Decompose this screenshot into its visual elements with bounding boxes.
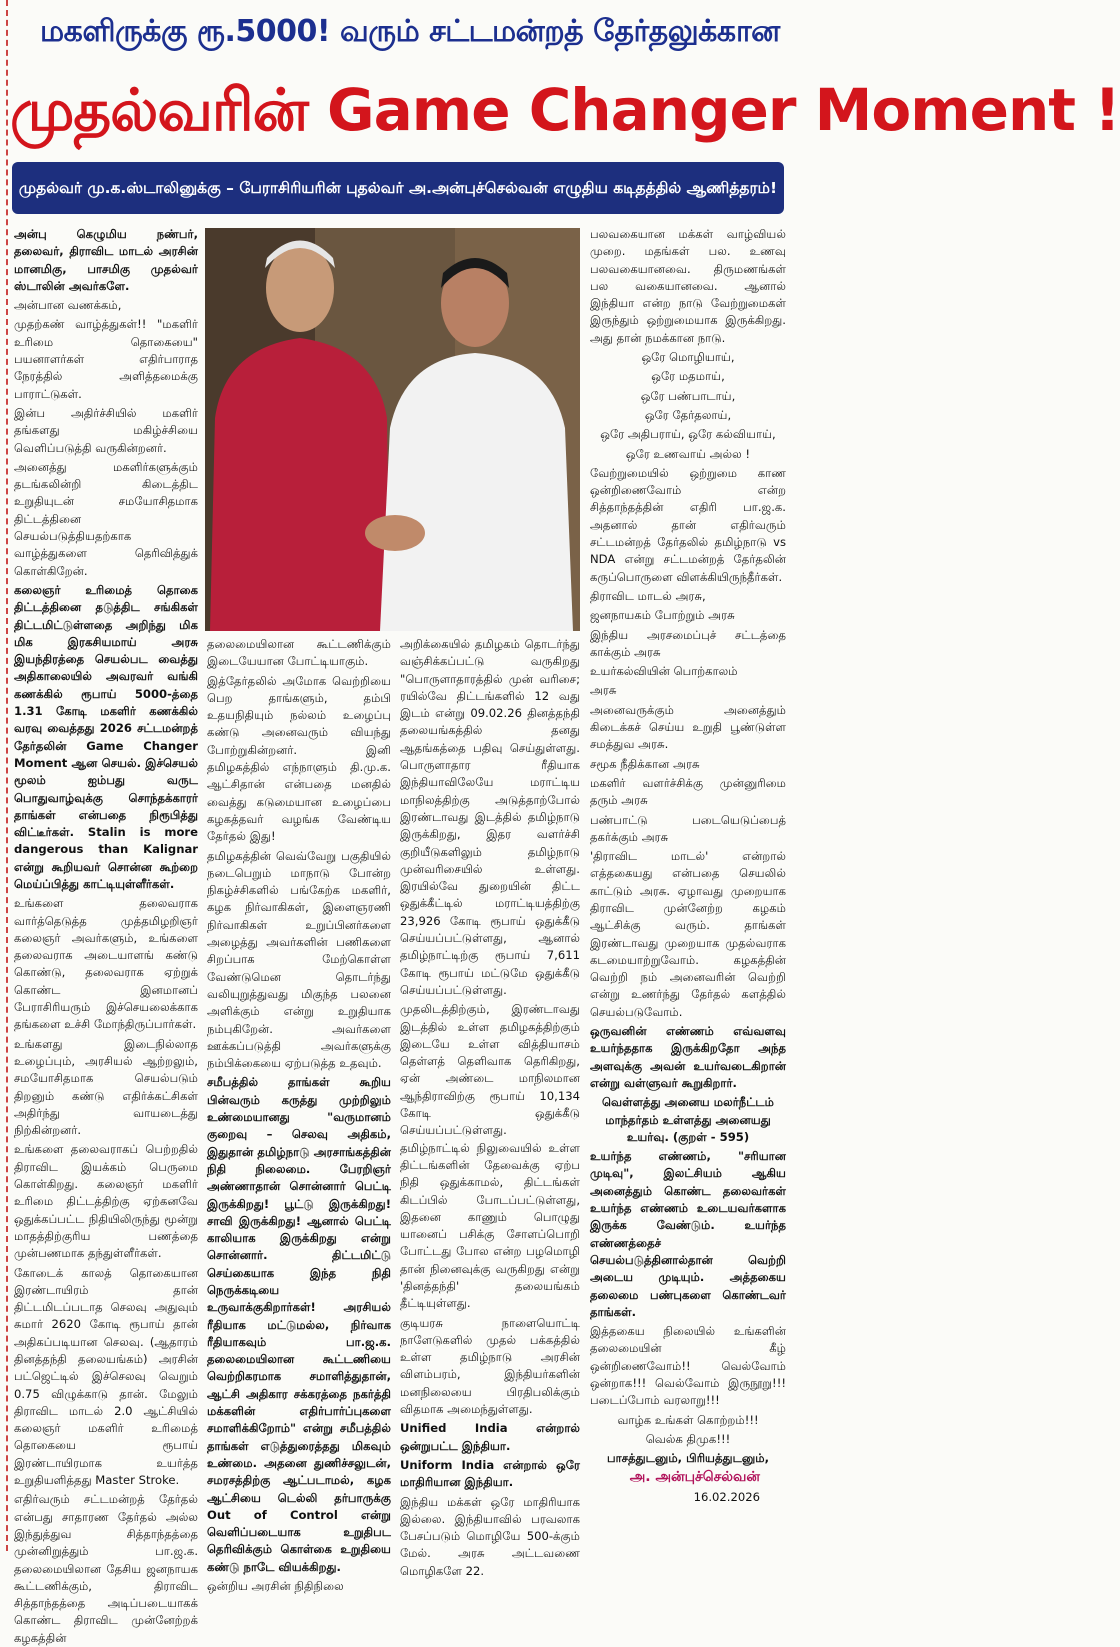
paragraph: கோடைக் காலத் தொகையான இரண்டாயிரம் தான் திட்டமிடப்படாத செலவு அதுவும் சுமார் 2620 கோடி ரூபாய் தான் அதிகப்படியான செலவு. (ஆதாரம் தினத்தந்தி தலையங்கம்) அரசின் பட்ஜெட்டில் இச்செலவு வெறும் 0.75 விழுக்காடு தான். மேலும் திராவிட மாடல் 2.0 ஆட்சியில் கலைஞர் மகளிர் உரிமைத் தொகையை ரூபாய் இரண்டாயிரமாக உயர்த்த உறுதியளித்தது Master Stroke.	[14, 1265, 198, 1488]
paragraph: முதலிடத்திற்கும், இரண்டாவது இடத்தில் உள்ள தமிழகத்திற்கும் இடையே உள்ள வித்தியாசம் தெள்ளத் தெளிவாக தெரிகிறது, ஏன் அண்டை மாநிலமான ஆந்திராவிற்கு ரூபாய் 10,134 கோடி ஒதுக்கீடு செய்யப்பட்டுள்ளது. தமிழ்நாட்டில் நிலுவையில் உள்ள திட்டங்களின் தேவைக்கு ஏற்ப நிதி ஒதுக்காமல், திட்டங்கள் கிடப்பில் போடப்பட்டுள்ளது, இதனை காணும் பொழுது யானைப் பசிக்கு சோளப்பொறி போட்டது போல என்ற பழமொழி தான் நினைவுக்கு வருகிறது என்று 'தினத்தந்தி' தலையங்கம் தீட்டியுள்ளது.	[400, 1002, 580, 1311]
paragraph: அன்பு கெழுமிய நண்பர், தலைவர், திராவிட மாடல் அரசின் மானமிகு, பாசமிகு முதல்வர் ஸ்டாலின் அவர்களே.	[14, 227, 198, 293]
paragraph: ஒரே பண்பாடாய்,	[640, 388, 736, 403]
signature: அ. அன்புச்செல்வன்	[629, 1469, 760, 1486]
paragraph: அன்பான வணக்கம்,	[14, 298, 122, 313]
paragraph: ஒரே உணவாய் அல்ல !	[625, 446, 751, 461]
paragraph: திராவிட மாடல் அரசு,	[590, 588, 706, 603]
paragraph: குடியரசு நாளையொட்டி நாளேடுகளில் முதல் பக்கத்தில் உள்ள தமிழ்நாடு அரசின் விளம்பரம், இந்தியர்களின் மனநிலையை பிரதிபலிக்கும் விதமாக அமைந்துள்ளது.	[400, 1315, 580, 1417]
paragraph: பாசத்துடனும், பிரியத்துடனும்,	[606, 1451, 770, 1466]
photo-handshake	[205, 228, 580, 631]
paragraph: இத்தேர்தலில் அமோக வெற்றியை பெற தாங்களும், தம்பி உதயநிதியும் நல்லம் உழைப்பு கண்டு அனைவரும் வியந்து போற்றுகின்றனர். இனி தமிழகத்தில் எந்நாளும் தி.மு.க. ஆட்சிதான் என்பதை மனதில் வைத்து கடுமையான உழைப்பை கழகத்தவர் வழங்க வேண்டிய தேர்தல் இது!	[207, 673, 391, 844]
headline-line-1: மகளிருக்கு ரூ.5000! வரும் சட்டமன்றத் தேர்தலுக்கான	[40, 14, 780, 49]
paragraph: மகளிர் வளர்ச்சிக்கு முன்னுரிமை தரும் அரசு	[590, 775, 786, 808]
paragraph: ஒரே அதிபராய், ஒரே கல்வியாய்,	[600, 427, 776, 442]
paragraph: முதற்கண் வாழ்த்துகள்!! "மகளிர் உரிமை தொகையை" பயனாளர்கள் எதிர்பாராத நேரத்தில் அளித்தமைக்கு பாராட்டுகள்.	[14, 317, 198, 401]
paragraph: எதிர்வரும் சட்டமன்றத் தேர்தல் என்பது சாதாரண தேர்தல் அல்ல இந்துத்துவ சித்தாந்தத்தை முன்னிறுத்தும் பா.ஜ.க. தலைமையிலான தேசிய ஜனநாயக கூட்டணிக்கும், திராவிட சித்தாந்தத்தை அடிப்படையாகக் கொண்ட திராவிட முன்னேற்றக் கழகத்தின்	[14, 1492, 198, 1645]
paragraph: உயர்ந்த எண்ணம், "சரியான முடிவு", இலட்சியம் ஆகிய அனைத்தும் கொண்ட தலைவர்கள் உயர்ந்த எண்ணம் உடையவர்களாக இருக்க வேண்டும். உயர்ந்த எண்ணத்தைச் செயல்படுத்தினால்தான் வெற்றி அடைய முடியும். அத்தகைய தலைமை பண்புகளை கொண்டவர் தாங்கள்.	[590, 1149, 786, 1319]
paragraph: ஒரே தேர்தலாய்,	[644, 407, 732, 422]
paragraph: அரசு	[590, 683, 617, 698]
paragraph: ஒன்றிய அரசின் நிதிநிலை	[207, 1579, 344, 1594]
paragraph: உயர்கல்வியின் பொற்காலம்	[590, 664, 738, 679]
paragraph: Unified India என்றால் ஒன்றுபட்ட இந்தியா.	[400, 1421, 580, 1453]
paragraph: ஒரே மொழியாய்,	[641, 350, 735, 365]
column-4	[590, 226, 786, 1546]
letter-date: 16.02.2026	[693, 1489, 760, 1504]
headline-line-2: முதல்வரின் Game Changer Moment !	[10, 76, 1120, 144]
paragraph: அனைவருக்கும் அனைத்தும் கிடைக்கச் செய்ய உறுதி பூண்டுள்ள சமத்துவ அரசு.	[590, 702, 786, 752]
paragraph: இந்திய மக்கள் ஒரே மாதிரியாக இல்லை. இந்தியாவில் பரவலாக பேசப்படும் மொழியே 500-க்கும் மேல். அரசு அட்டவணை மொழிகளே 22.	[400, 1494, 580, 1578]
paragraph: உங்களை தலைவராக வார்த்தெடுத்த முத்தமிழறிஞர் கலைஞர் அவர்களும், உங்களை தலைவராக அடையாளங் கண்டு கொண்டு, தலைவராக ஏற்றுக் கொண்ட இனமானப் பேராசிரியரும் இச்செயலைக்காக தங்களை உச்சி மோந்திருப்பார்கள்.	[14, 896, 198, 1032]
paragraph: இன்ப அதிர்ச்சியில் மகளிர் தங்களது மகிழ்ச்சியை வெளிப்படுத்தி வருகின்றனர்.	[14, 405, 198, 455]
paragraph: கலைஞர் உரிமைத் தொகை திட்டத்தினை தடுத்திட சங்கிகள் திட்டமிட்டுள்ளதை அறிந்து மிக மிக இரகசியமாய் அரசு இயந்திரத்தை செயல்பட வைத்து அதிகாலையில் அவரவர் வங்கி கணக்கில் ரூபாய் 5000-த்தை 1.31 கோடி மகளிர் கணக்கில் வரவு வைத்தது 2026 சட்டமன்றத் தேர்தலின் Game Changer Moment ஆன செயல். இச்செயல் மூலம் ஐம்பது வருட பொதுவாழ்வுக்கு சொந்தக்காரர் தாங்கள் என்பதை நிரூபித்து விட்டீர்கள். Stalin is more dangerous than Kalignar என்று கூறியவர் சொன்ன கூற்றை மெய்ப்பித்து காட்டியுள்ளீர்கள்.	[14, 582, 198, 891]
paragraph: ஒரே மதமாய்,	[651, 369, 725, 384]
column-2	[207, 636, 391, 1594]
paragraph: சமூக நீதிக்கான அரசு	[590, 756, 700, 771]
column-1	[14, 226, 198, 1645]
paragraph: சமீபத்தில் தாங்கள் கூறிய பின்வரும் கருத்து முற்றிலும் உண்மையானது "வருமானம் குறைவு – செலவு அதிகம், இதுதான் தமிழ்நாடு அரசாங்கத்தின் நிதி நிலைமை. பேரறிஞர் அண்ணாதான் சொன்னார் பெட்டி இருக்கிறது! பூட்டு இருக்கிறது! சாவி இருக்கிறது! ஆனால் பெட்டி காலியாக இருக்கிறது என்று சொன்னார். திட்டமிட்டு செய்கையாக இந்த நிதி நெருக்கடியை உருவாக்குகிறார்கள்! அரசியல் ரீதியாக மட்டுமல்ல, நிர்வாக ரீதியாகவும் பா.ஜ.க. தலைமையிலான கூட்டணியை வெற்றிகரமாக சமாளித்துதான், ஆட்சி அதிகார சக்கரத்தை நகர்த்தி மக்களின் எதிர்பார்ப்புகளை சமாளிக்கிறோம்" என்று சமீபத்தில் தாங்கள் எடுத்துரைத்தது மிகவும் உண்மை. அதனை துணிச்சலுடன், சமரசத்திற்கு ஆட்படாமல், கழக ஆட்சியை டெல்லி தர்பாருக்கு Out of Control என்று வெளிப்படையாக உறுதிபட தெரிவிக்கும் கொள்கை உறுதியை கண்டு நாடே வியக்கிறது.	[207, 1075, 391, 1574]
page-border	[6, 0, 10, 1551]
paragraph: வெள்ளத்து அனைய மலர்நீட்டம் மாந்தர்தம் உள்ளத்து அனையது உயர்வு. (குறள் - 595)	[602, 1095, 774, 1144]
paragraph: ஜனநாயகம் போற்றும் அரசு	[590, 608, 735, 623]
column-3	[400, 636, 580, 1578]
paragraph: Uniform India என்றால் ஒரே மாதிரியான இந்தியா.	[400, 1457, 580, 1490]
paragraph: தலைமையிலான கூட்டணிக்கும் இடையேயான போட்டியாகும்.	[207, 637, 391, 669]
paragraph: உங்களை தலைவராகப் பெற்றதில் திராவிட இயக்கம் பெருமை கொள்கிறது. கலைஞர் மகளிர் உரிமை திட்டத்திற்கு ஏற்கனவே ஒதுக்கப்பட்ட நிதியிலிருந்து மூன்று மாதத்திற்குரிய பணத்தை முன்பணமாக தந்துள்ளீர்கள்.	[14, 1142, 198, 1261]
paragraph: இந்திய அரசமைப்புச் சட்டத்தை காக்கும் அரசு	[590, 627, 786, 659]
paragraph: வேற்றுமையில் ஒற்றுமை காண ஒன்றிணைவோம் என்ற சித்தாந்தத்தின் எதிரி பா.ஜ.க. அதனால் தான் எதிர்வரும் சட்டமன்றத் தேர்தலில் தமிழ்நாடு vs NDA என்று சட்டமன்றத் தேர்தலின் கருப்பொருளை விளக்கியிருந்தீர்கள்.	[590, 465, 786, 584]
paragraph: அனைத்து மகளிர்களுக்கும் தடங்கலின்றி கிடைத்திட உறுதியுடன் சமயோசிதமாக திட்டத்தினை செயல்படுத்தியதற்காக வாழ்த்துகளை தெரிவித்துக் கொள்கிறேன்.	[14, 459, 198, 578]
paragraph: அறிக்கையில் தமிழகம் தொடர்ந்து வஞ்சிக்கப்பட்டு வருகிறது "பொருளாதாரத்தில் முன் வரிசை; ரயில்வே திட்டங்களில் 12 வது இடம் என்று 09.02.26 தினத்தந்தி தலையங்கத்தில் தனது ஆதங்கத்தை பதிவு செய்துள்ளது. பொருளாதார ரீதியாக இந்தியாவிலேயே மராட்டிய மாநிலத்திற்கு அடுத்தாற்போல் இரண்டாவது இடத்தில் தமிழ்நாடு இருக்கிறது, இதர வளர்ச்சி குறியீடுகளிலும் தமிழ்நாடு முன்வரிசையில் உள்ளது. இரயில்வே துறையின் திட்ட ஒதுக்கீட்டில் மராட்டியத்திற்கு 23,926 கோடி ரூபாய் ஒதுக்கீடு செய்யப்பட்டுள்ளது, ஆனால் தமிழ்நாட்டிற்கு ரூபாய் 7,611 கோடி ரூபாய் மட்டுமே ஒதுக்கீடு செய்யப்பட்டுள்ளது.	[400, 637, 580, 997]
paragraph: வாழ்க உங்கள் கொற்றம்!!!	[617, 1412, 759, 1427]
paragraph: 'திராவிட மாடல்' என்றால் எத்தகையது என்பதை செயலில் காட்டும் அரசு. ஏழாவது முறையாக திராவிட முன்னேற்ற கழகம் ஆட்சிக்கு வரும். தாங்கள் இரண்டாவது முறையாக முதல்வராக கடமையாற்றுவோம். கழகத்தின் வெற்றி நம் அனைவரின் வெற்றி என்று உணர்ந்து தேர்தல் களத்தில் செயல்படுவோம்.	[590, 849, 786, 1019]
paragraph: இத்தகைய நிலையில் உங்களின் தலைமையின் கீழ் ஒன்றிணைவோம்!! வெல்வோம் ஒன்றாக!!! வெல்வோம் இருநூறு!!! படைப்போம் வரலாறு!!!	[590, 1324, 786, 1408]
paragraph: பண்பாட்டு படையெடுப்பைத் தகர்க்கும் அரசு	[590, 812, 786, 844]
paragraph: ஒருவனின் எண்ணம் எவ்வளவு உயர்ந்ததாக இருக்கிறதோ அந்த அளவுக்கு அவன் உயர்வடைகிறான் என்று வள்ளுவர் கூறுகிறார்.	[590, 1024, 786, 1090]
paragraph: வெல்க திமுக!!!	[645, 1431, 731, 1446]
photo-illustration	[205, 228, 580, 631]
paragraph: தமிழகத்தின் வெவ்வேறு பகுதியில் நடைபெறும் மாநாடு போன்ற நிகழ்ச்சிகளில் பங்கேற்க மகளிர், கழக நிர்வாகிகள், இளைஞரணி நிர்வாகிகள் உறுப்பினர்களை அழைத்து அவர்களின் பணிகளை சிறப்பாக மேற்கொள்ள வேண்டுமென தொடர்ந்து வலியுறுத்துவது மிகுந்த பலனை அளிக்கும் என்று உறுதியாக நம்புகிறேன். அவர்களை ஊக்கப்படுத்தி அவர்களுக்கு நம்பிக்கையை ஏற்படுத்த உதவும்.	[207, 848, 391, 1071]
paragraph: உங்களது இடைநில்லாத உழைப்பும், அரசியல் ஆற்றலும், சமயோசிதமாக செயல்படும் திறனும் கண்டு எதிர்க்கட்சிகள் அதிர்ந்து வாயடைத்து நிற்கின்றனர்.	[14, 1036, 198, 1138]
subheading-banner: முதல்வர் மு.க.ஸ்டாலினுக்கு – பேராசிரியரின் புதல்வர் அ.அன்புச்செல்வன் எழுதிய கடிதத்தில் ஆணித்தரம்!	[12, 162, 784, 214]
paragraph: பலவகையான மக்கள் வாழ்வியல் முறை. மதங்கள் பல. உணவு பலவகையானவை. திருமணங்கள் பல வகையானவை. ஆனால் இந்தியா என்ற நாடு வேற்றுமைகள் இருந்தும் ஒற்றுமையாக இருக்கிறது. அது தான் நமக்கான நாடு.	[590, 227, 786, 345]
